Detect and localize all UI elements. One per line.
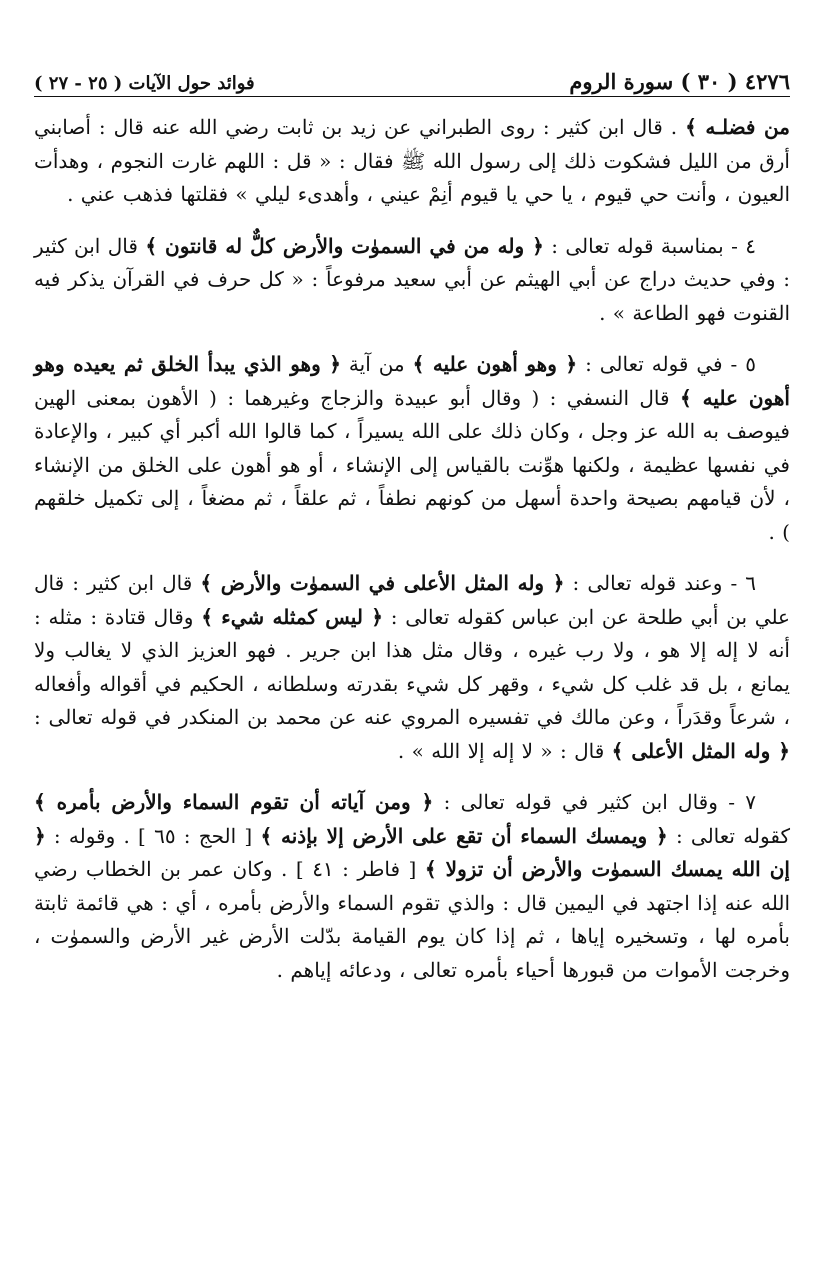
paragraph	[34, 786, 790, 987]
paragraph-text: وقال قتادة : مثله : أنه لا إله إلا هو ، ولا رب غيره ، وقال مثل هذا ابن جرير . فهو العزيز الذي لا يغالب ولا يمانع ، بل قد غلب كل شيء ، وقهر كل شيء بقدرته وسلطانه ، الحكيم في أقواله وأفعاله ، شرعاً وقدَراً ، وعن مالك في تفسيره المروي عنه عن محمد بن المنكدر في قوله تعالى :	[34, 604, 790, 729]
paragraph-text: كقوله تعالى :	[667, 823, 790, 848]
paragraph	[34, 567, 790, 768]
quoted-verse: ﴿ وله من في السموٰت والأرض كلٌّ له قانتون ﴾	[145, 233, 544, 258]
paragraph	[34, 348, 790, 549]
paragraph-text: . قال ابن كثير : روى الطبراني عن زيد بن ثابت رضي الله عنه قال : أصابني أرق من الليل فشكوت ذلك إلى رسول الله ﷺ فقال : « قل : اللهم غارت النجوم ، وهدأت العيون ، وأنت حي قيوم ، يا حي يا قيوم أنِمْ عيني ، وأهدىء ليلي » فقلتها فذهب عني .	[34, 115, 790, 206]
paragraph-text: قال ابن كثير : وفي حديث دراج عن أبي الهيثم عن أبي سعيد مرفوعاً : « كل حرف في القرآن يذكر فيه القنوت فهو الطاعة » .	[34, 233, 790, 325]
paragraph-text: [ الحج : ٦٥ ] . وقوله :	[45, 823, 261, 848]
book-page	[34, 50, 790, 1240]
page-number: ٤٢٧٦	[744, 69, 790, 94]
quoted-verse: ﴿ وهو أهون عليه ﴾	[412, 352, 578, 376]
surah-name: ( ٣٠ ) سورة الروم	[569, 69, 738, 94]
quoted-verse: ﴿ وهو الذي يبدأ الخلق ثم يعيده وهو أهون عليه ﴾	[34, 352, 790, 410]
paragraph-text: قال : « لا إله إلا الله » .	[397, 738, 612, 763]
paragraph	[34, 111, 790, 212]
paragraph-text: ٥ - في قوله تعالى :	[577, 352, 756, 376]
paragraph-text: ٤ - بمناسبة قوله تعالى :	[543, 233, 756, 258]
quoted-verse: ﴿ وله المثل الأعلى في السموٰت والأرض ﴾	[200, 571, 565, 595]
paragraph-text: ٦ - وعند قوله تعالى :	[564, 571, 757, 595]
page-body	[34, 111, 790, 987]
quoted-verse: من فضلـه ﴾	[685, 115, 790, 139]
quoted-verse: ﴿ وله المثل الأعلى ﴾	[611, 738, 790, 763]
quoted-verse: ﴿ إن الله يمسك السموٰت والأرض أن تزولا ﴾	[34, 823, 790, 881]
section-title: فوائد حول الآيات ( ٢٥ - ٢٧ )	[34, 73, 255, 94]
paragraph-text: [ فاطر : ٤١ ] . وكان عمر بن الخطاب رضي الله عنه إذا اجتهد في اليمين قال : والذي تقوم السماء والأرض بأمره ، أي : هي قائمة ثابتة بأمره لها ، وتسخيره إياها ، ثم إذا كان يوم القيامة بدّلت الأرض غير الأرض والسموٰت ، وخرجت الأموات من قبورها أحياء بأمره تعالى ، ودعائه إياهم .	[34, 857, 790, 982]
paragraph	[34, 230, 790, 331]
paragraph-text: من آية	[340, 352, 413, 376]
page-header	[34, 50, 790, 97]
quoted-verse: ﴿ ليس كمثله شيء ﴾	[201, 604, 383, 629]
quoted-verse: ﴿ ويمسك السماء أن تقع على الأرض إلا بإذنه ﴾	[260, 823, 668, 848]
paragraph-text: ٧ - وقال ابن كثير في قوله تعالى :	[433, 790, 756, 814]
paragraph-text: قال ابن كثير : قال علي بن أبي طلحة عن ابن عباس كقوله تعالى :	[34, 571, 790, 629]
paragraph-text: قال النسفي : ( وقال أبو عبيدة والزجاج وغيرهما : ( الأهون بمعنى الهين فيوصف به الله عز وجل ، وكان ذلك على الله يسيراً ، كما قالوا الله أكبر أي كبير ، والإعادة في نفسها عظيمة ، ولكنها هوِّنت بالقياس إلى الإنشاء ، أو هو أهون على الخلق من الإنشاء ، لأن قيامهم بصيحة واحدة أسهل من كونهم نطفاً ، ثم علقاً ، ثم مضغاً ، إلى تكميل خلقهم ) .	[34, 385, 790, 544]
header-right	[569, 69, 790, 94]
quoted-verse: ﴿ ومن آياته أن تقوم السماء والأرض بأمره ﴾	[34, 790, 434, 814]
